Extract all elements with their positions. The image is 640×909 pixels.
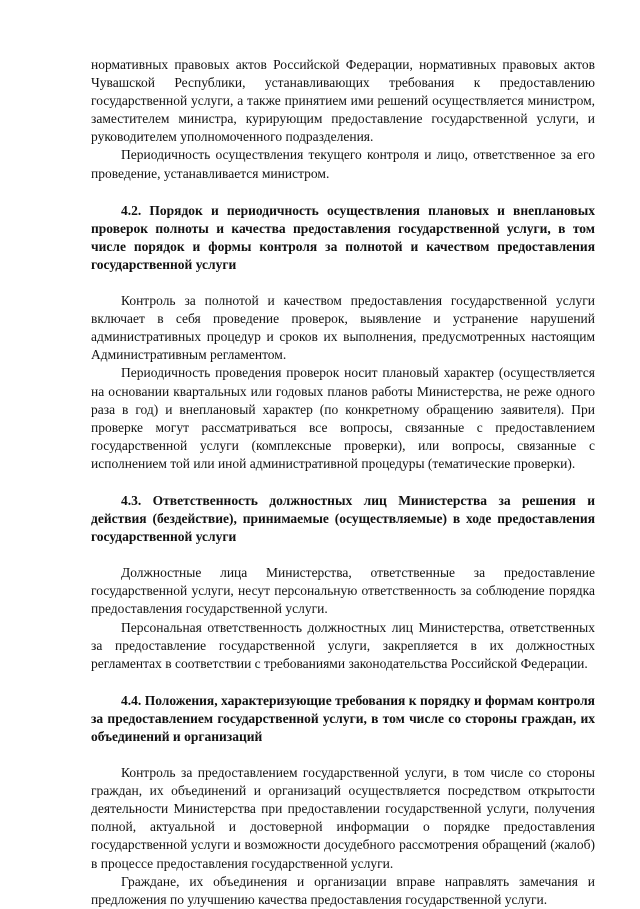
document-page xyxy=(91,56,595,909)
section-4-4-paragraph-1: Контроль за предоставлением государственной услуги, в том числе со стороны граждан, их объединений и организаций осуществляется посредством открытости деятельности Министерства при предоставлении государственной услуги, получения полной, актуальной и достоверной информации о порядке предоставления государственной услуги и возможности досудебного рассмотрения обращений (жалоб) в процессе предоставления государственной услуги. xyxy=(91,765,595,871)
paragraph-intro-periodicity: Периодичность осуществления текущего контроля и лицо, ответственное за его проведение, устанавливается министром. xyxy=(91,147,595,181)
section-4-4-paragraph-2: Граждане, их объединения и организации вправе направлять замечания и предложения по улучшению качества предоставления государственной услуги. xyxy=(91,873,595,907)
section-4-2-paragraph-1: Контроль за полнотой и качеством предоставления государственной услуги включает в себя проведение проверок, выявление и устранение нарушений административных процедур и сроков их выполнения, предусмотренных настоящим Административным регламентом. xyxy=(91,293,595,363)
section-4-3-paragraph-1: Должностные лица Министерства, ответственные за предоставление государственной услуги, несут персональную ответственность за соблюдение порядка предоставления государственной услуги. xyxy=(91,565,595,617)
section-4-2-paragraph-2: Периодичность проведения проверок носит плановый характер (осуществляется на основании квартальных или годовых планов работы Министерства, не реже одного раза в год) и внеплановый характер (по конкретному обращению заявителя). При проверке могут рассматриваться все вопросы, связанные с предоставлением государственной услуги (комплексные проверки), или вопросы, связанные с исполнением той или иной административной процедуры (тематические проверки). xyxy=(91,365,595,471)
section-heading-4-3: 4.3. Ответственность должностных лиц Министерства за решения и действия (бездействие), принимаемые (осуществляемые) в ходе предоставления государственной услуги xyxy=(91,492,595,545)
paragraph-intro-continuation: нормативных правовых актов Российской Федерации, нормативных правовых актов Чувашской Республики, устанавливающих требования к предоставлению государственной услуги, а также принятием ими решений осуществляется министром, заместителем министра, курирующим предоставление государственной услуги, и руководителем уполномоченного подразделения. xyxy=(91,57,595,145)
section-4-3-paragraph-2: Персональная ответственность должностных лиц Министерства, ответственных за предоставление государственной услуги, закрепляется в их должностных регламентах в соответствии с требованиями законодательства Российской Федерации. xyxy=(91,619,595,671)
section-heading-4-4: 4.4. Положения, характеризующие требования к порядку и формам контроля за предоставлением государственной услуги, в том числе со стороны граждан, их объединений и организаций xyxy=(91,692,595,744)
section-heading-4-2: 4.2. Порядок и периодичность осуществления плановых и внеплановых проверок полноты и качества предоставления государственной услуги, в том числе порядок и формы контроля за полнотой и качеством предоставления государственной услуги xyxy=(91,202,595,272)
